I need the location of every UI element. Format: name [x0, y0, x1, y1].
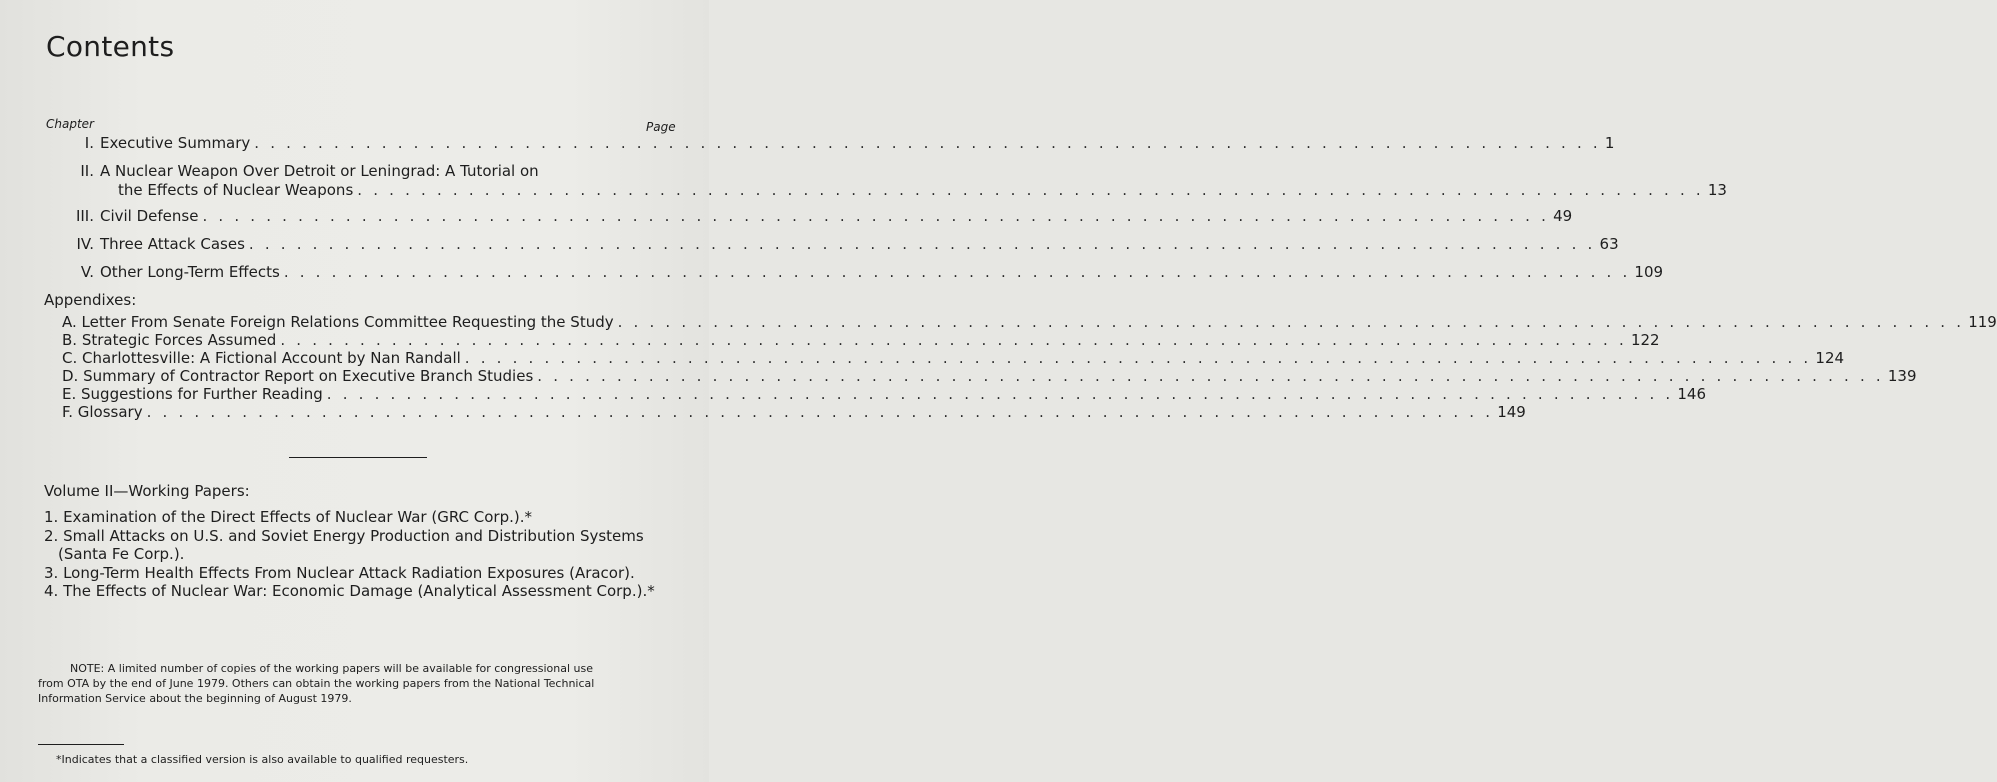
toc-entry-appendix-c [62, 349, 1845, 367]
dot-leader: . . . . . . . . . . . . . . . . . . . . . . . . . . . . . . . . . . . . . . . . . . . . . . . . . . . . . . . . . . . . . . . . . . . . . . . . . . . . . . . . . . . . . [248, 235, 1596, 253]
page-number: 13 [1707, 181, 1727, 199]
appendix-title: E. Suggestions for Further Reading [62, 385, 323, 403]
appendix-title: F. Glossary [62, 403, 143, 421]
toc-entry-appendix-d [62, 367, 1917, 385]
page-number: 49 [1553, 207, 1573, 225]
toc-entry-appendix-e [62, 385, 1707, 403]
working-paper-item: 3. Long-Term Health Effects From Nuclear Attack Radiation Exposures (Aracor). [44, 564, 635, 582]
note-line: Information Service about the beginning of August 1979. [38, 692, 352, 705]
note-line: NOTE: A limited number of copies of the working papers will be available for congressional use [70, 662, 593, 675]
appendix-title: C. Charlottesville: A Fictional Account by Nan Randall [62, 349, 461, 367]
chapter-column-header: Chapter [46, 117, 94, 131]
appendix-title: B. Strategic Forces Assumed [62, 331, 277, 349]
page-number: 122 [1630, 331, 1660, 349]
volume-heading: Volume II—Working Papers: [44, 482, 250, 500]
chapter-number: V. [80, 263, 94, 281]
appendix-title: A. Letter From Senate Foreign Relations Committee Requesting the Study [62, 313, 614, 331]
dot-leader: . . . . . . . . . . . . . . . . . . . . . . . . . . . . . . . . . . . . . . . . . . . . . . . . . . . . . . . . . . . . . . . . . . . . . . . . . . . . . . . . . . . . . [357, 181, 1704, 199]
toc-entry-appendix-f [62, 403, 1526, 421]
page-number: 1 [1604, 134, 1615, 152]
toc-entry-chapter-5 [100, 263, 1664, 281]
page-number: 124 [1815, 349, 1845, 367]
toc-entry-chapter-4 [100, 235, 1619, 253]
dot-leader: . . . . . . . . . . . . . . . . . . . . . . . . . . . . . . . . . . . . . . . . . . . . . . . . . . . . . . . . . . . . . . . . . . . . . . . . . . . . . . . . . . . . . [254, 134, 1601, 152]
appendix-title: D. Summary of Contractor Report on Executive Branch Studies [62, 367, 534, 385]
dot-leader: . . . . . . . . . . . . . . . . . . . . . . . . . . . . . . . . . . . . . . . . . . . . . . . . . . . . . . . . . . . . . . . . . . . . . . . . . . . . . . . . . . . . . [280, 331, 1627, 349]
chapter-number: I. [84, 134, 94, 152]
dot-leader: . . . . . . . . . . . . . . . . . . . . . . . . . . . . . . . . . . . . . . . . . . . . . . . . . . . . . . . . . . . . . . . . . . . . . . . . . . . . . . . . . . . . . [202, 207, 1550, 225]
footnote-rule [38, 744, 124, 745]
footnote: *Indicates that a classified version is also available to qualified requesters. [56, 753, 469, 766]
page-number: 109 [1634, 263, 1664, 281]
chapter-title: Civil Defense [100, 207, 199, 225]
chapter-title: the Effects of Nuclear Weapons [118, 181, 354, 199]
chapter-number: IV. [76, 235, 94, 253]
dot-leader: . . . . . . . . . . . . . . . . . . . . . . . . . . . . . . . . . . . . . . . . . . . . . . . . . . . . . . . . . . . . . . . . . . . . . . . . . . . . . . . . . . . . . [326, 385, 1674, 403]
page-number: 149 [1497, 403, 1526, 421]
section-divider [289, 457, 427, 458]
dot-leader: . . . . . . . . . . . . . . . . . . . . . . . . . . . . . . . . . . . . . . . . . . . . . . . . . . . . . . . . . . . . . . . . . . . . . . . . . . . . . . . . . . . . . [617, 313, 1965, 331]
appendixes-heading: Appendixes: [44, 291, 137, 309]
chapter-title: Three Attack Cases [100, 235, 245, 253]
toc-entry-chapter-2 [118, 181, 1727, 199]
chapter-number: III. [75, 207, 94, 225]
working-paper-item-continued: (Santa Fe Corp.). [58, 545, 185, 563]
dot-leader: . . . . . . . . . . . . . . . . . . . . . . . . . . . . . . . . . . . . . . . . . . . . . . . . . . . . . . . . . . . . . . . . . . . . . . . . . . . . . . . . . . . . . [283, 263, 1631, 281]
dot-leader: . . . . . . . . . . . . . . . . . . . . . . . . . . . . . . . . . . . . . . . . . . . . . . . . . . . . . . . . . . . . . . . . . . . . . . . . . . . . . . . . . . . . . [464, 349, 1812, 367]
dot-leader: . . . . . . . . . . . . . . . . . . . . . . . . . . . . . . . . . . . . . . . . . . . . . . . . . . . . . . . . . . . . . . . . . . . . . . . . . . . . . . . . . . . . . [537, 367, 1884, 385]
toc-entry-appendix-a [62, 313, 1997, 331]
page-title: Contents [46, 30, 175, 63]
chapter-title-line1: A Nuclear Weapon Over Detroit or Leningrad: A Tutorial on [100, 162, 539, 180]
chapter-title: Other Long-Term Effects [100, 263, 280, 281]
note-line: from OTA by the end of June 1979. Others can obtain the working papers from the National Technical [38, 677, 595, 690]
chapter-title: Executive Summary [100, 134, 251, 152]
page-number: 139 [1887, 367, 1917, 385]
working-paper-item: 4. The Effects of Nuclear War: Economic Damage (Analytical Assessment Corp.).* [44, 582, 655, 600]
page-number: 63 [1599, 235, 1619, 253]
page-column-header: Page [646, 120, 676, 134]
page-number: 146 [1677, 385, 1707, 403]
working-paper-item: 2. Small Attacks on U.S. and Soviet Energy Production and Distribution Systems [44, 527, 644, 545]
toc-entry-chapter-1 [100, 134, 1615, 152]
page-number: 119 [1968, 313, 1997, 331]
toc-entry-appendix-b [62, 331, 1660, 349]
dot-leader: . . . . . . . . . . . . . . . . . . . . . . . . . . . . . . . . . . . . . . . . . . . . . . . . . . . . . . . . . . . . . . . . . . . . . . . . . . . . . . . . . . . . . [146, 403, 1494, 421]
toc-entry-chapter-3 [100, 207, 1573, 225]
working-paper-item: 1. Examination of the Direct Effects of Nuclear War (GRC Corp.).* [44, 508, 532, 526]
chapter-number: II. [80, 162, 94, 180]
